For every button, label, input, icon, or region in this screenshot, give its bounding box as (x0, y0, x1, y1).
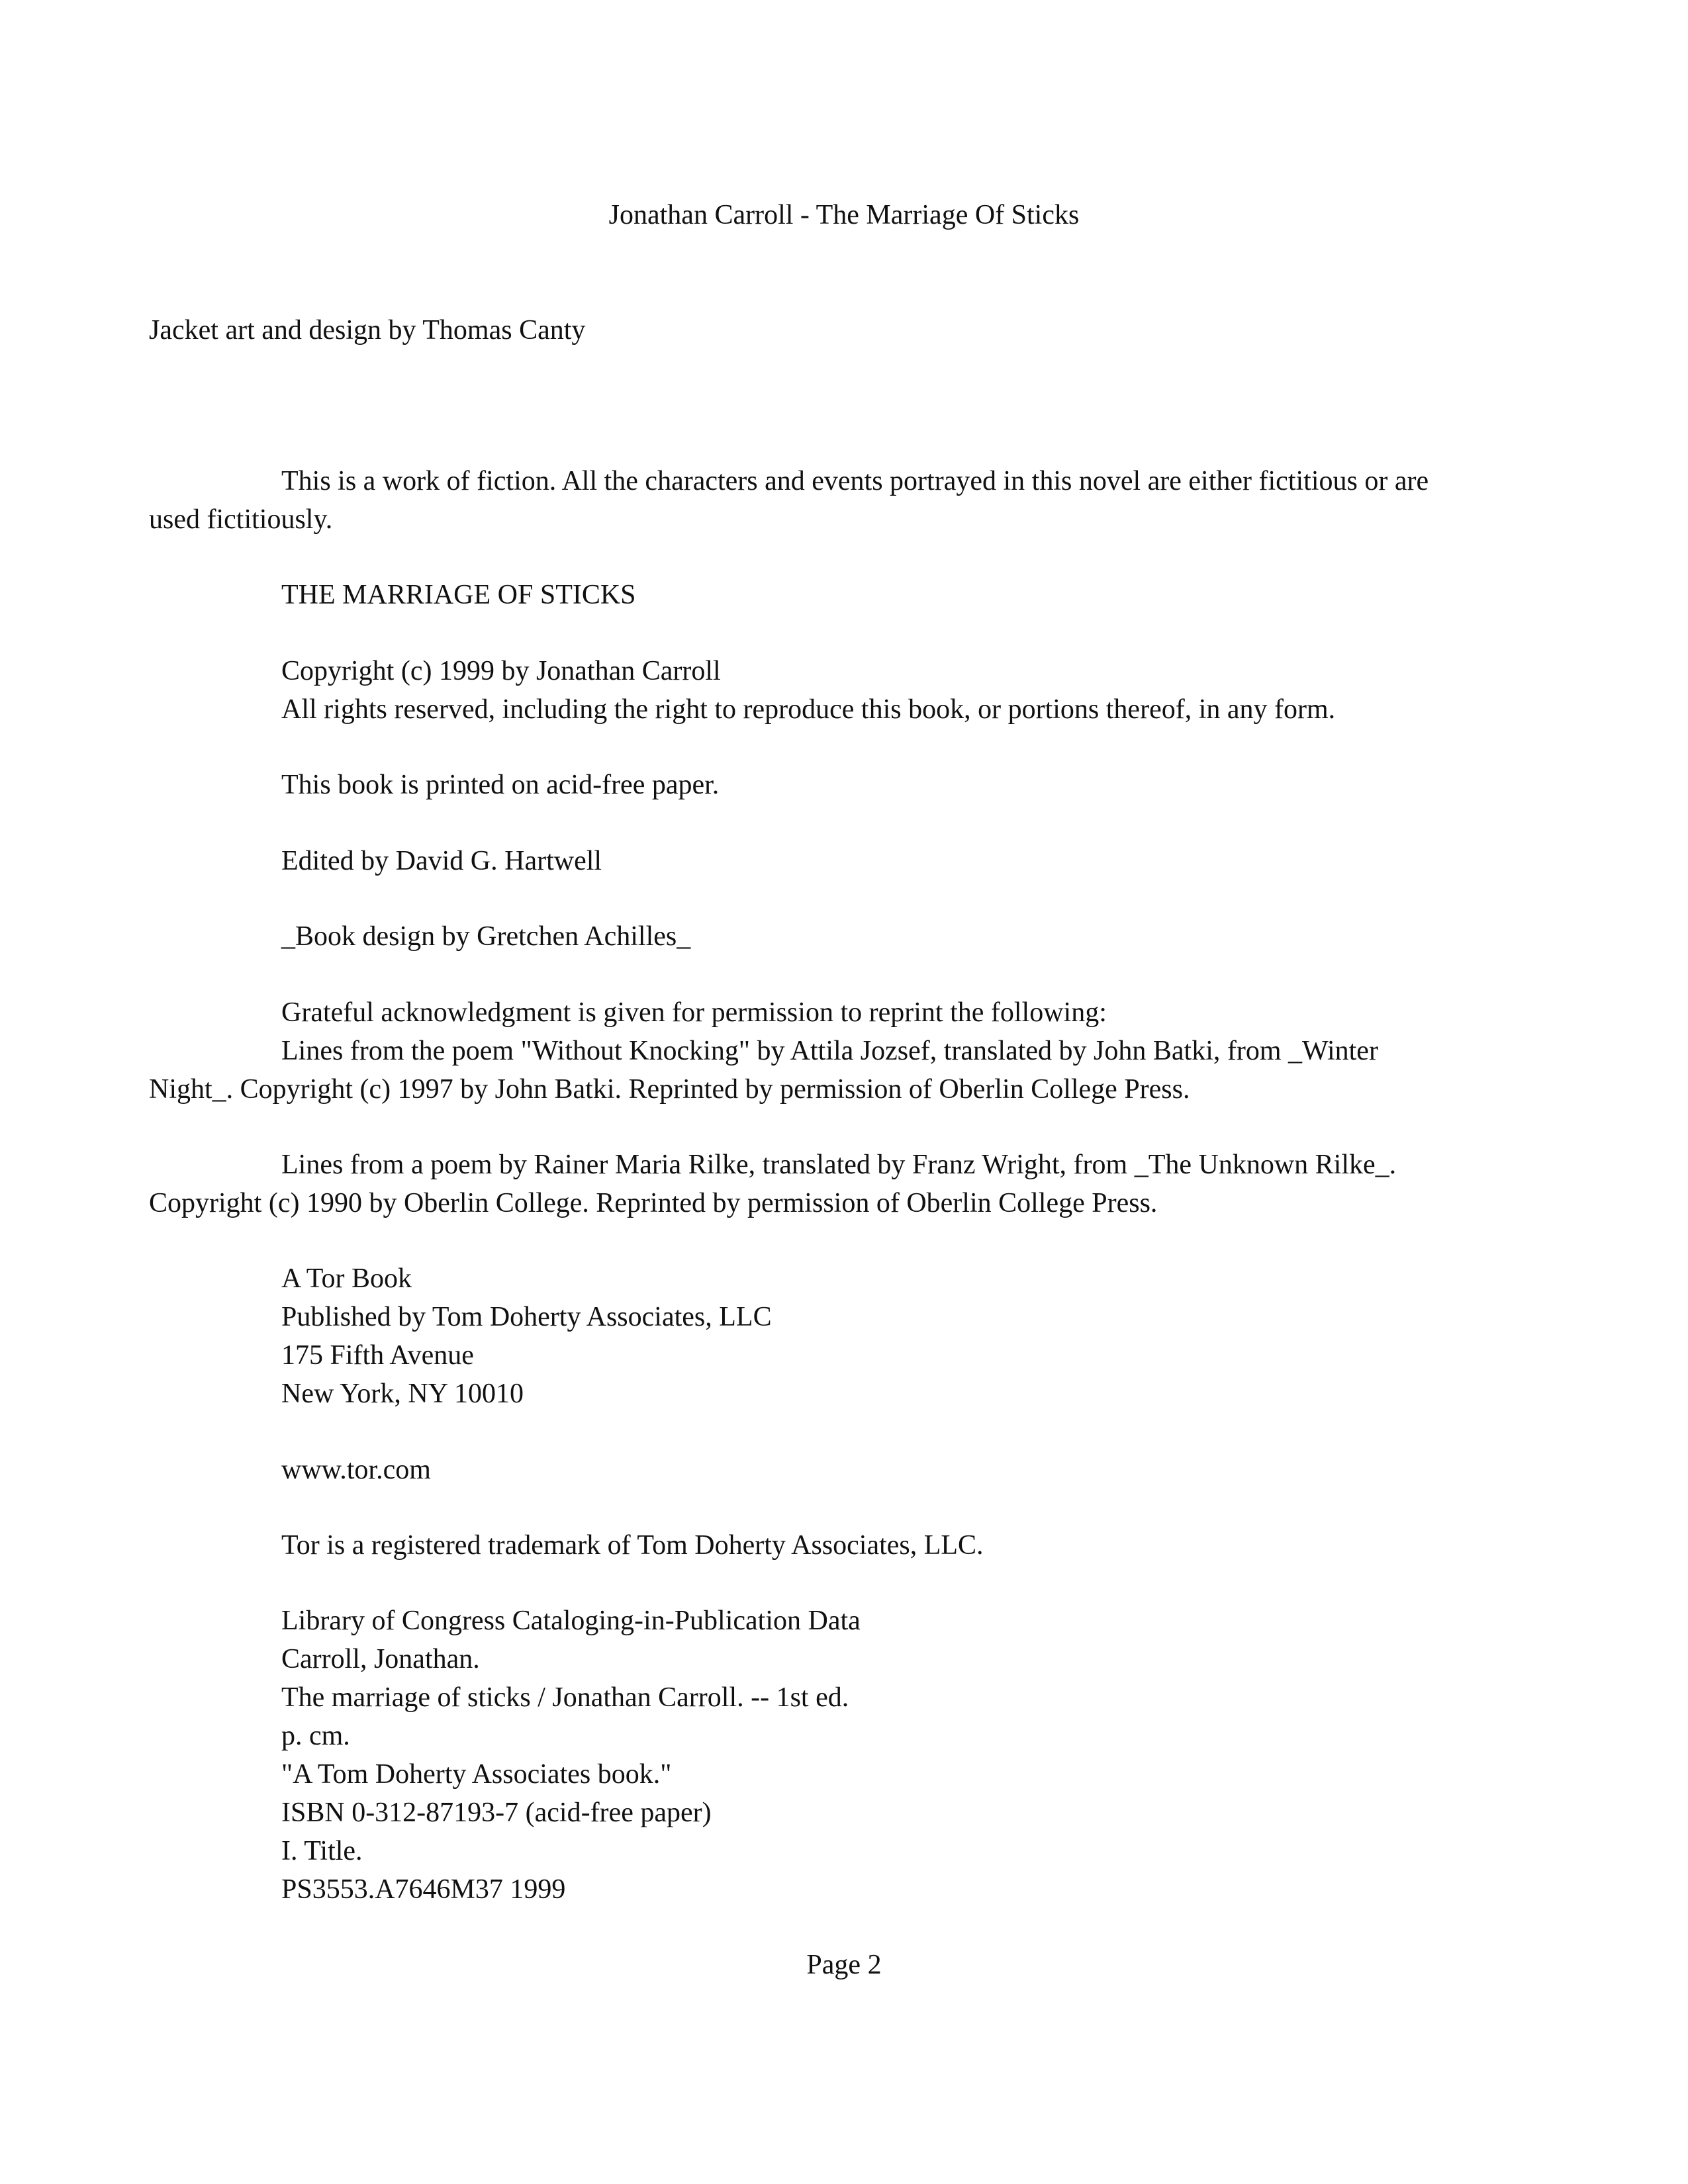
page-header-title: Jonathan Carroll - The Marriage Of Sticks (608, 200, 1080, 230)
website-link: www.tor.com (281, 1455, 431, 1485)
cip-line: Carroll, Jonathan. (281, 1644, 480, 1674)
paper-note: This book is printed on acid-free paper. (281, 770, 720, 800)
cip-line: I. Title. (281, 1836, 363, 1866)
cip-line: PS3553.A7646M37 1999 (281, 1874, 566, 1905)
jacket-credit: Jacket art and design by Thomas Canty (149, 315, 586, 345)
publisher-line-4: New York, NY 10010 (281, 1379, 524, 1409)
acknowledgment-rilke-line-1: Lines from a poem by Rainer Maria Rilke, translated by Franz Wright, from _The Unknown Rilke_. (281, 1150, 1397, 1180)
editor-credit: Edited by David G. Hartwell (281, 846, 602, 876)
design-credit: _Book design by Gretchen Achilles_ (281, 921, 691, 952)
book-title: THE MARRIAGE OF STICKS (281, 580, 636, 610)
publisher-line-2: Published by Tom Doherty Associates, LLC (281, 1302, 772, 1332)
disclaimer-line-2: used fictitiously. (149, 504, 333, 535)
publisher-line-1: A Tor Book (281, 1263, 412, 1294)
cip-line: p. cm. (281, 1721, 350, 1751)
cip-line: ISBN 0-312-87193-7 (acid-free paper) (281, 1797, 712, 1828)
cip-line: "A Tom Doherty Associates book." (281, 1759, 672, 1790)
trademark-note: Tor is a registered trademark of Tom Doherty Associates, LLC. (281, 1530, 984, 1561)
copyright-line-1: Copyright (c) 1999 by Jonathan Carroll (281, 656, 721, 686)
cip-line: Library of Congress Cataloging-in-Publication Data (281, 1606, 861, 1636)
publisher-line-3: 175 Fifth Avenue (281, 1340, 474, 1371)
cip-line: The marriage of sticks / Jonathan Carroll. -- 1st ed. (281, 1682, 849, 1713)
acknowledgment-jozsef-line-2: Night_. Copyright (c) 1997 by John Batki. Reprinted by permission of Oberlin College Press. (149, 1074, 1190, 1105)
copyright-line-2: All rights reserved, including the right to reproduce this book, or portions thereof, in any form. (281, 694, 1336, 725)
acknowledgment-rilke-line-2: Copyright (c) 1990 by Oberlin College. Reprinted by permission of Oberlin College Press. (149, 1188, 1158, 1218)
acknowledgment-intro: Grateful acknowledgment is given for permission to reprint the following: (281, 997, 1107, 1028)
acknowledgment-jozsef-line-1: Lines from the poem "Without Knocking" by Attila Jozsef, translated by John Batki, from _Winter (281, 1036, 1378, 1066)
page-number: Page 2 (806, 1950, 882, 1980)
disclaimer-line-1: This is a work of fiction. All the characters and events portrayed in this novel are either fictitious or are (281, 466, 1429, 496)
